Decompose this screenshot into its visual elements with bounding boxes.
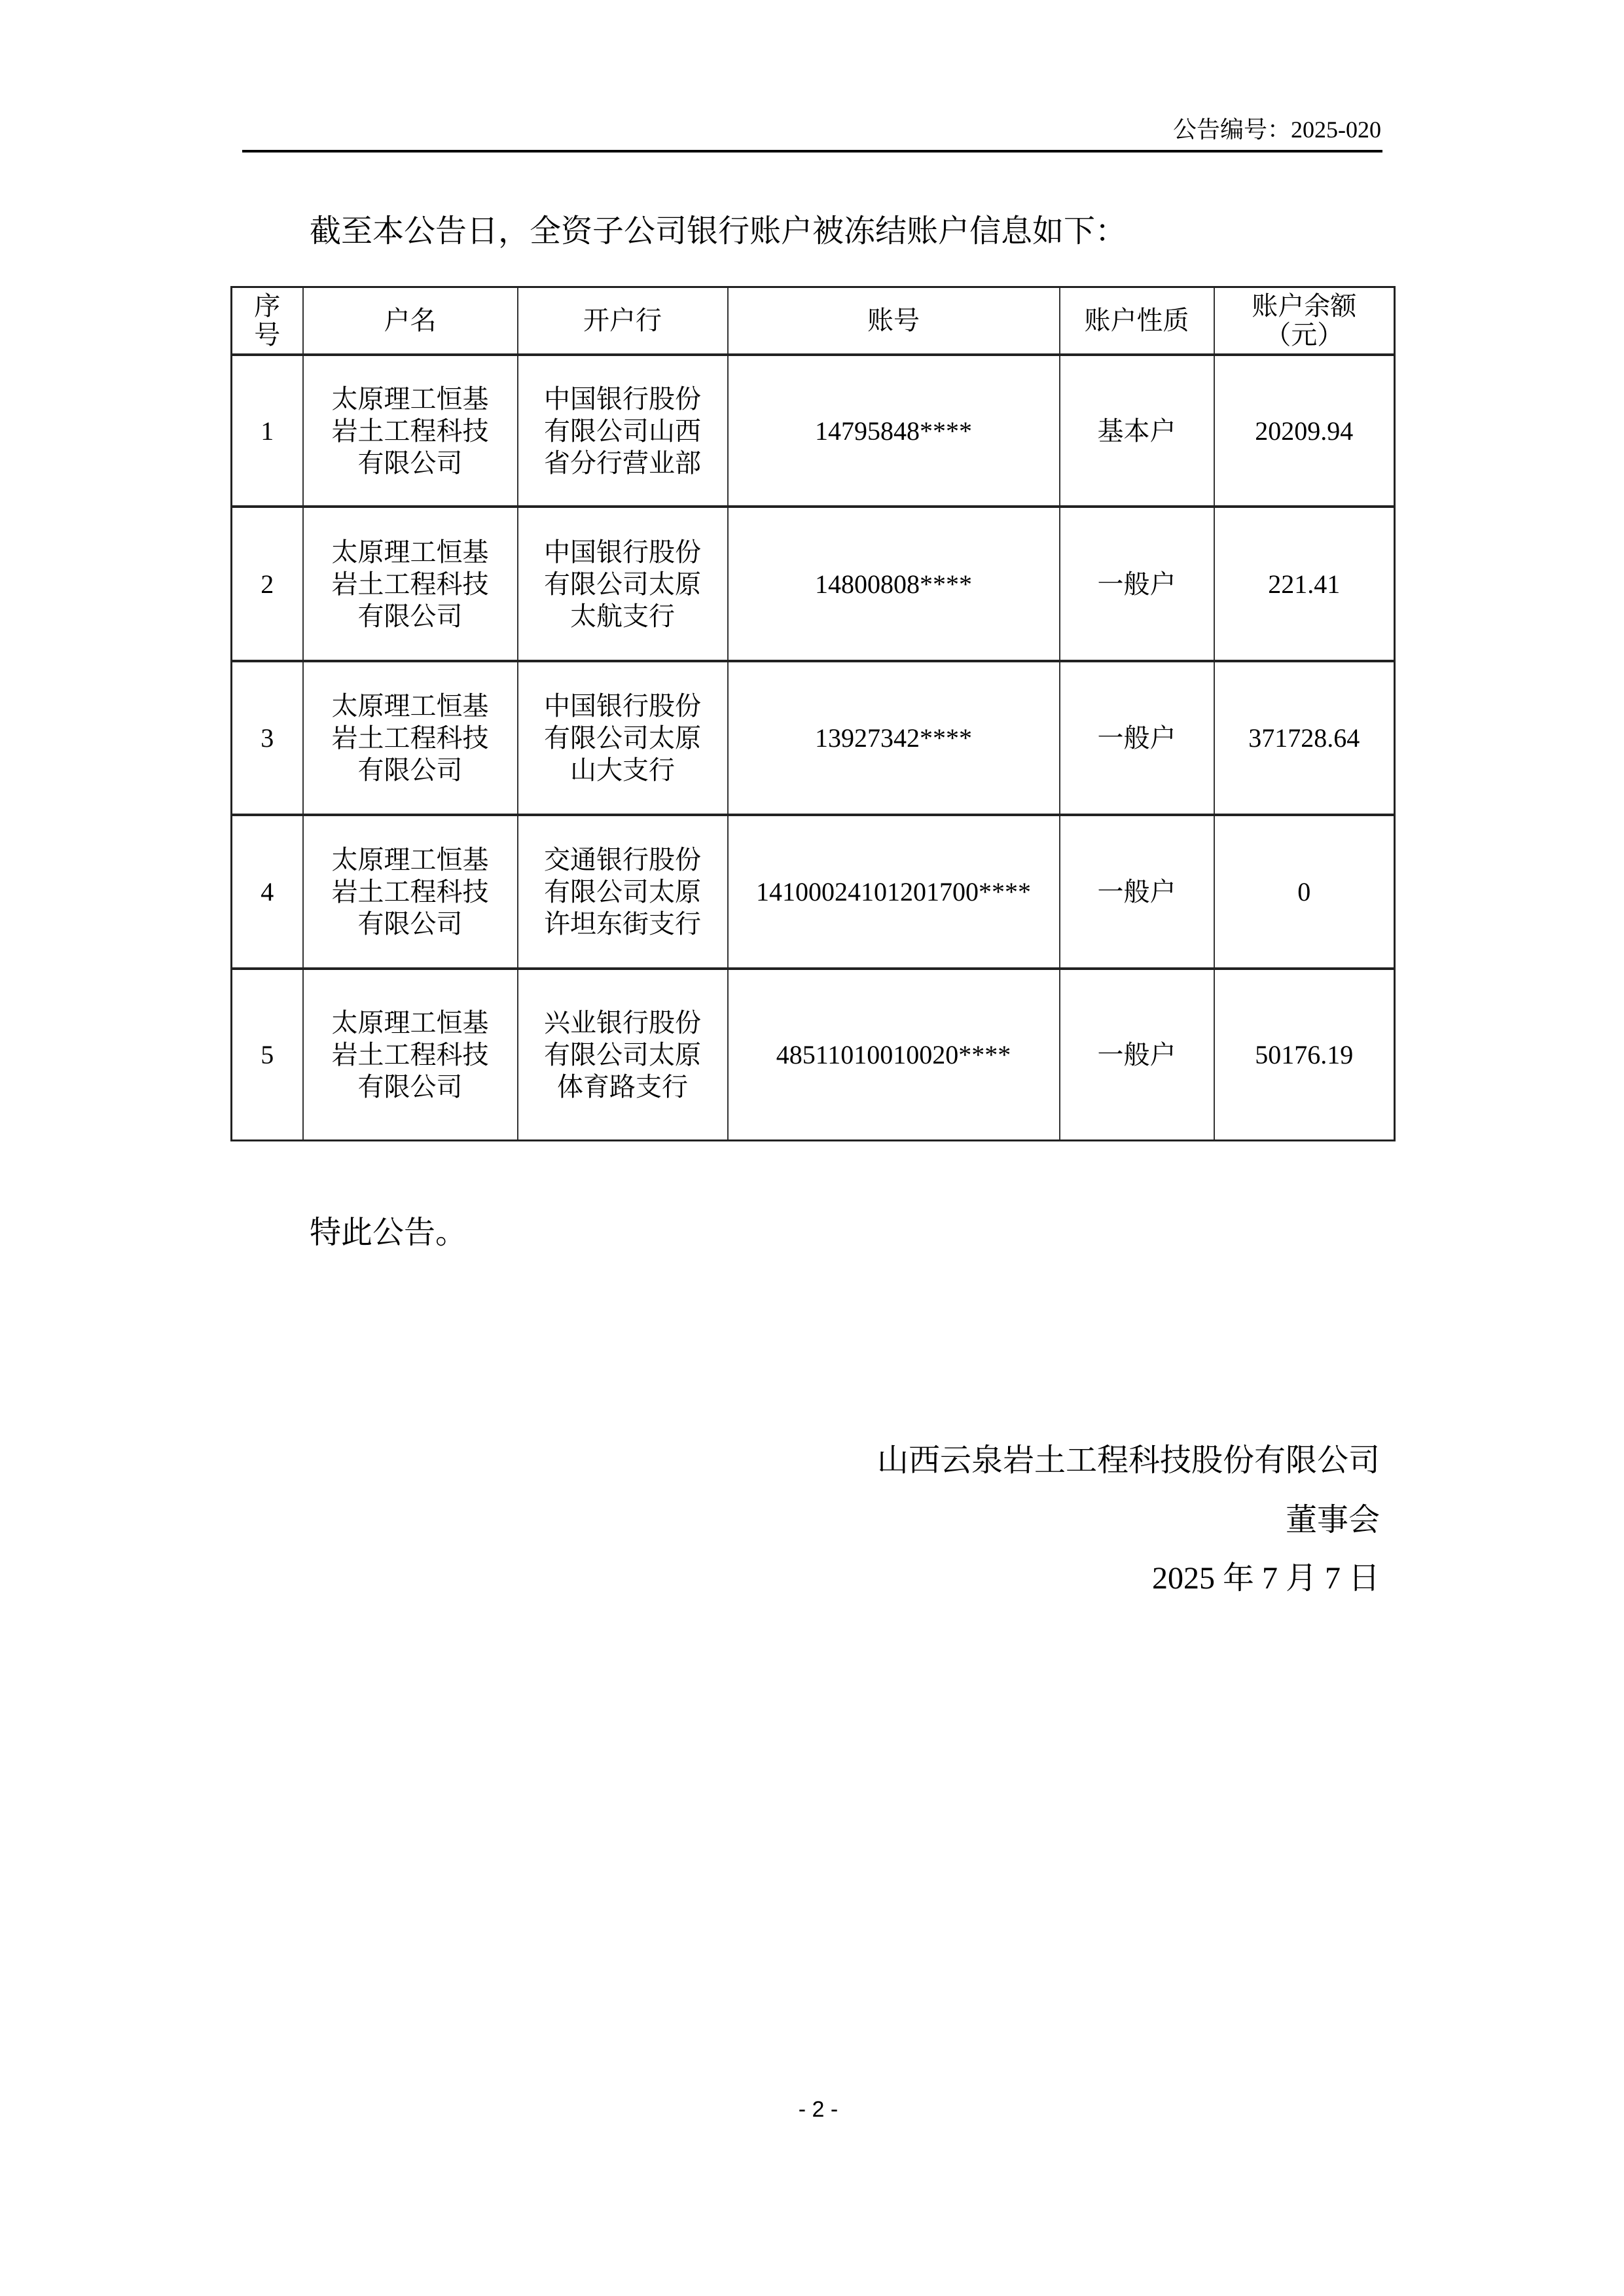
bank-cell xyxy=(518,355,728,507)
cell-line: 太原理工恒基 xyxy=(331,384,489,414)
announcement-code: 公告编号：2025-020 xyxy=(1173,117,1381,143)
cell-line: 太原理工恒基 xyxy=(331,537,489,567)
column-header-line: 开户行 xyxy=(583,306,662,335)
frozen-accounts-table xyxy=(230,286,1396,1141)
cell-line: 有限公司太原 xyxy=(544,569,701,599)
cell-line: 有限公司太原 xyxy=(544,877,701,906)
bank-cell xyxy=(518,507,728,661)
account-number-cell: 13927342**** xyxy=(728,661,1060,815)
cell-line: 有限公司太原 xyxy=(544,1040,701,1069)
cell-line: 有限公司 xyxy=(357,601,463,631)
cell-line: 岩土工程科技 xyxy=(331,723,489,753)
account-name-cell xyxy=(303,355,518,507)
cell-line: 中国银行股份 xyxy=(544,537,701,567)
table-row xyxy=(232,969,1395,1141)
seq-cell: 5 xyxy=(232,969,303,1141)
column-header-bank xyxy=(518,287,728,355)
cell-line: 有限公司太原 xyxy=(544,723,701,753)
column-header-seq xyxy=(232,287,303,355)
table-header-row xyxy=(232,287,1395,355)
balance-cell: 371728.64 xyxy=(1214,661,1395,815)
cell-line: 体育路支行 xyxy=(557,1072,688,1102)
signature-board: 董事会 xyxy=(1285,1503,1380,1537)
cell-line: 有限公司 xyxy=(357,448,463,478)
seq-cell: 2 xyxy=(232,507,303,661)
account-type-cell: 一般户 xyxy=(1060,507,1214,661)
cell-line: 太原理工恒基 xyxy=(331,1008,489,1037)
account-name-cell xyxy=(303,661,518,815)
table-row xyxy=(232,815,1395,969)
cell-line: 有限公司山西 xyxy=(544,416,701,446)
cell-line: 有限公司 xyxy=(357,909,463,939)
column-header-line: 账号 xyxy=(867,306,920,335)
column-header-account-number xyxy=(728,287,1060,355)
seq-cell: 3 xyxy=(232,661,303,815)
cell-line: 太航支行 xyxy=(570,601,675,631)
account-type-cell: 一般户 xyxy=(1060,815,1214,969)
seq-cell: 1 xyxy=(232,355,303,507)
column-header-line: 账户余额 xyxy=(1252,291,1357,321)
cell-line: 有限公司 xyxy=(357,1072,463,1102)
table-row xyxy=(232,661,1395,815)
signature-company: 山西云泉岩土工程科技股份有限公司 xyxy=(876,1443,1380,1478)
column-header-line: （元） xyxy=(1265,320,1344,350)
cell-line: 岩土工程科技 xyxy=(331,1040,489,1069)
bank-cell xyxy=(518,969,728,1141)
column-header-account-type xyxy=(1060,287,1214,355)
intro-paragraph: 截至本公告日，全资子公司银行账户被冻结账户信息如下： xyxy=(310,214,1127,249)
header-divider xyxy=(242,150,1382,152)
cell-line: 太原理工恒基 xyxy=(331,691,489,721)
closing-statement: 特此公告。 xyxy=(310,1215,467,1250)
cell-line: 岩土工程科技 xyxy=(331,877,489,906)
cell-line: 兴业银行股份 xyxy=(544,1008,701,1037)
cell-line: 省分行营业部 xyxy=(544,448,701,478)
account-type-cell: 一般户 xyxy=(1060,969,1214,1141)
column-header-balance xyxy=(1214,287,1395,355)
column-header-line: 序 xyxy=(254,291,281,321)
account-name-cell xyxy=(303,969,518,1141)
bank-cell xyxy=(518,661,728,815)
cell-line: 中国银行股份 xyxy=(544,691,701,721)
account-name-cell xyxy=(303,815,518,969)
table-row xyxy=(232,507,1395,661)
account-number-cell: 14800808**** xyxy=(728,507,1060,661)
account-type-cell: 基本户 xyxy=(1060,355,1214,507)
seq-cell: 4 xyxy=(232,815,303,969)
cell-line: 中国银行股份 xyxy=(544,384,701,414)
cell-line: 山大支行 xyxy=(570,755,675,785)
cell-line: 交通银行股份 xyxy=(544,845,701,874)
account-name-cell xyxy=(303,507,518,661)
balance-cell: 0 xyxy=(1214,815,1395,969)
column-header-account-name xyxy=(303,287,518,355)
cell-line: 岩土工程科技 xyxy=(331,569,489,599)
account-number-cell: 14795848**** xyxy=(728,355,1060,507)
cell-line: 太原理工恒基 xyxy=(331,845,489,874)
account-type-cell: 一般户 xyxy=(1060,661,1214,815)
balance-cell: 50176.19 xyxy=(1214,969,1395,1141)
balance-cell: 20209.94 xyxy=(1214,355,1395,507)
column-header-line: 账户性质 xyxy=(1084,306,1189,335)
table-row xyxy=(232,355,1395,507)
column-header-line: 号 xyxy=(254,320,281,350)
page-number: - 2 - xyxy=(798,2097,839,2122)
cell-line: 许坦东街支行 xyxy=(544,909,701,939)
bank-cell xyxy=(518,815,728,969)
account-number-cell: 48511010010020**** xyxy=(728,969,1060,1141)
cell-line: 岩土工程科技 xyxy=(331,416,489,446)
column-header-line: 户名 xyxy=(384,306,437,335)
balance-cell: 221.41 xyxy=(1214,507,1395,661)
cell-line: 有限公司 xyxy=(357,755,463,785)
signature-date: 2025 年 7 月 7 日 xyxy=(1151,1561,1380,1596)
account-number-cell: 14100024101201700**** xyxy=(728,815,1060,969)
